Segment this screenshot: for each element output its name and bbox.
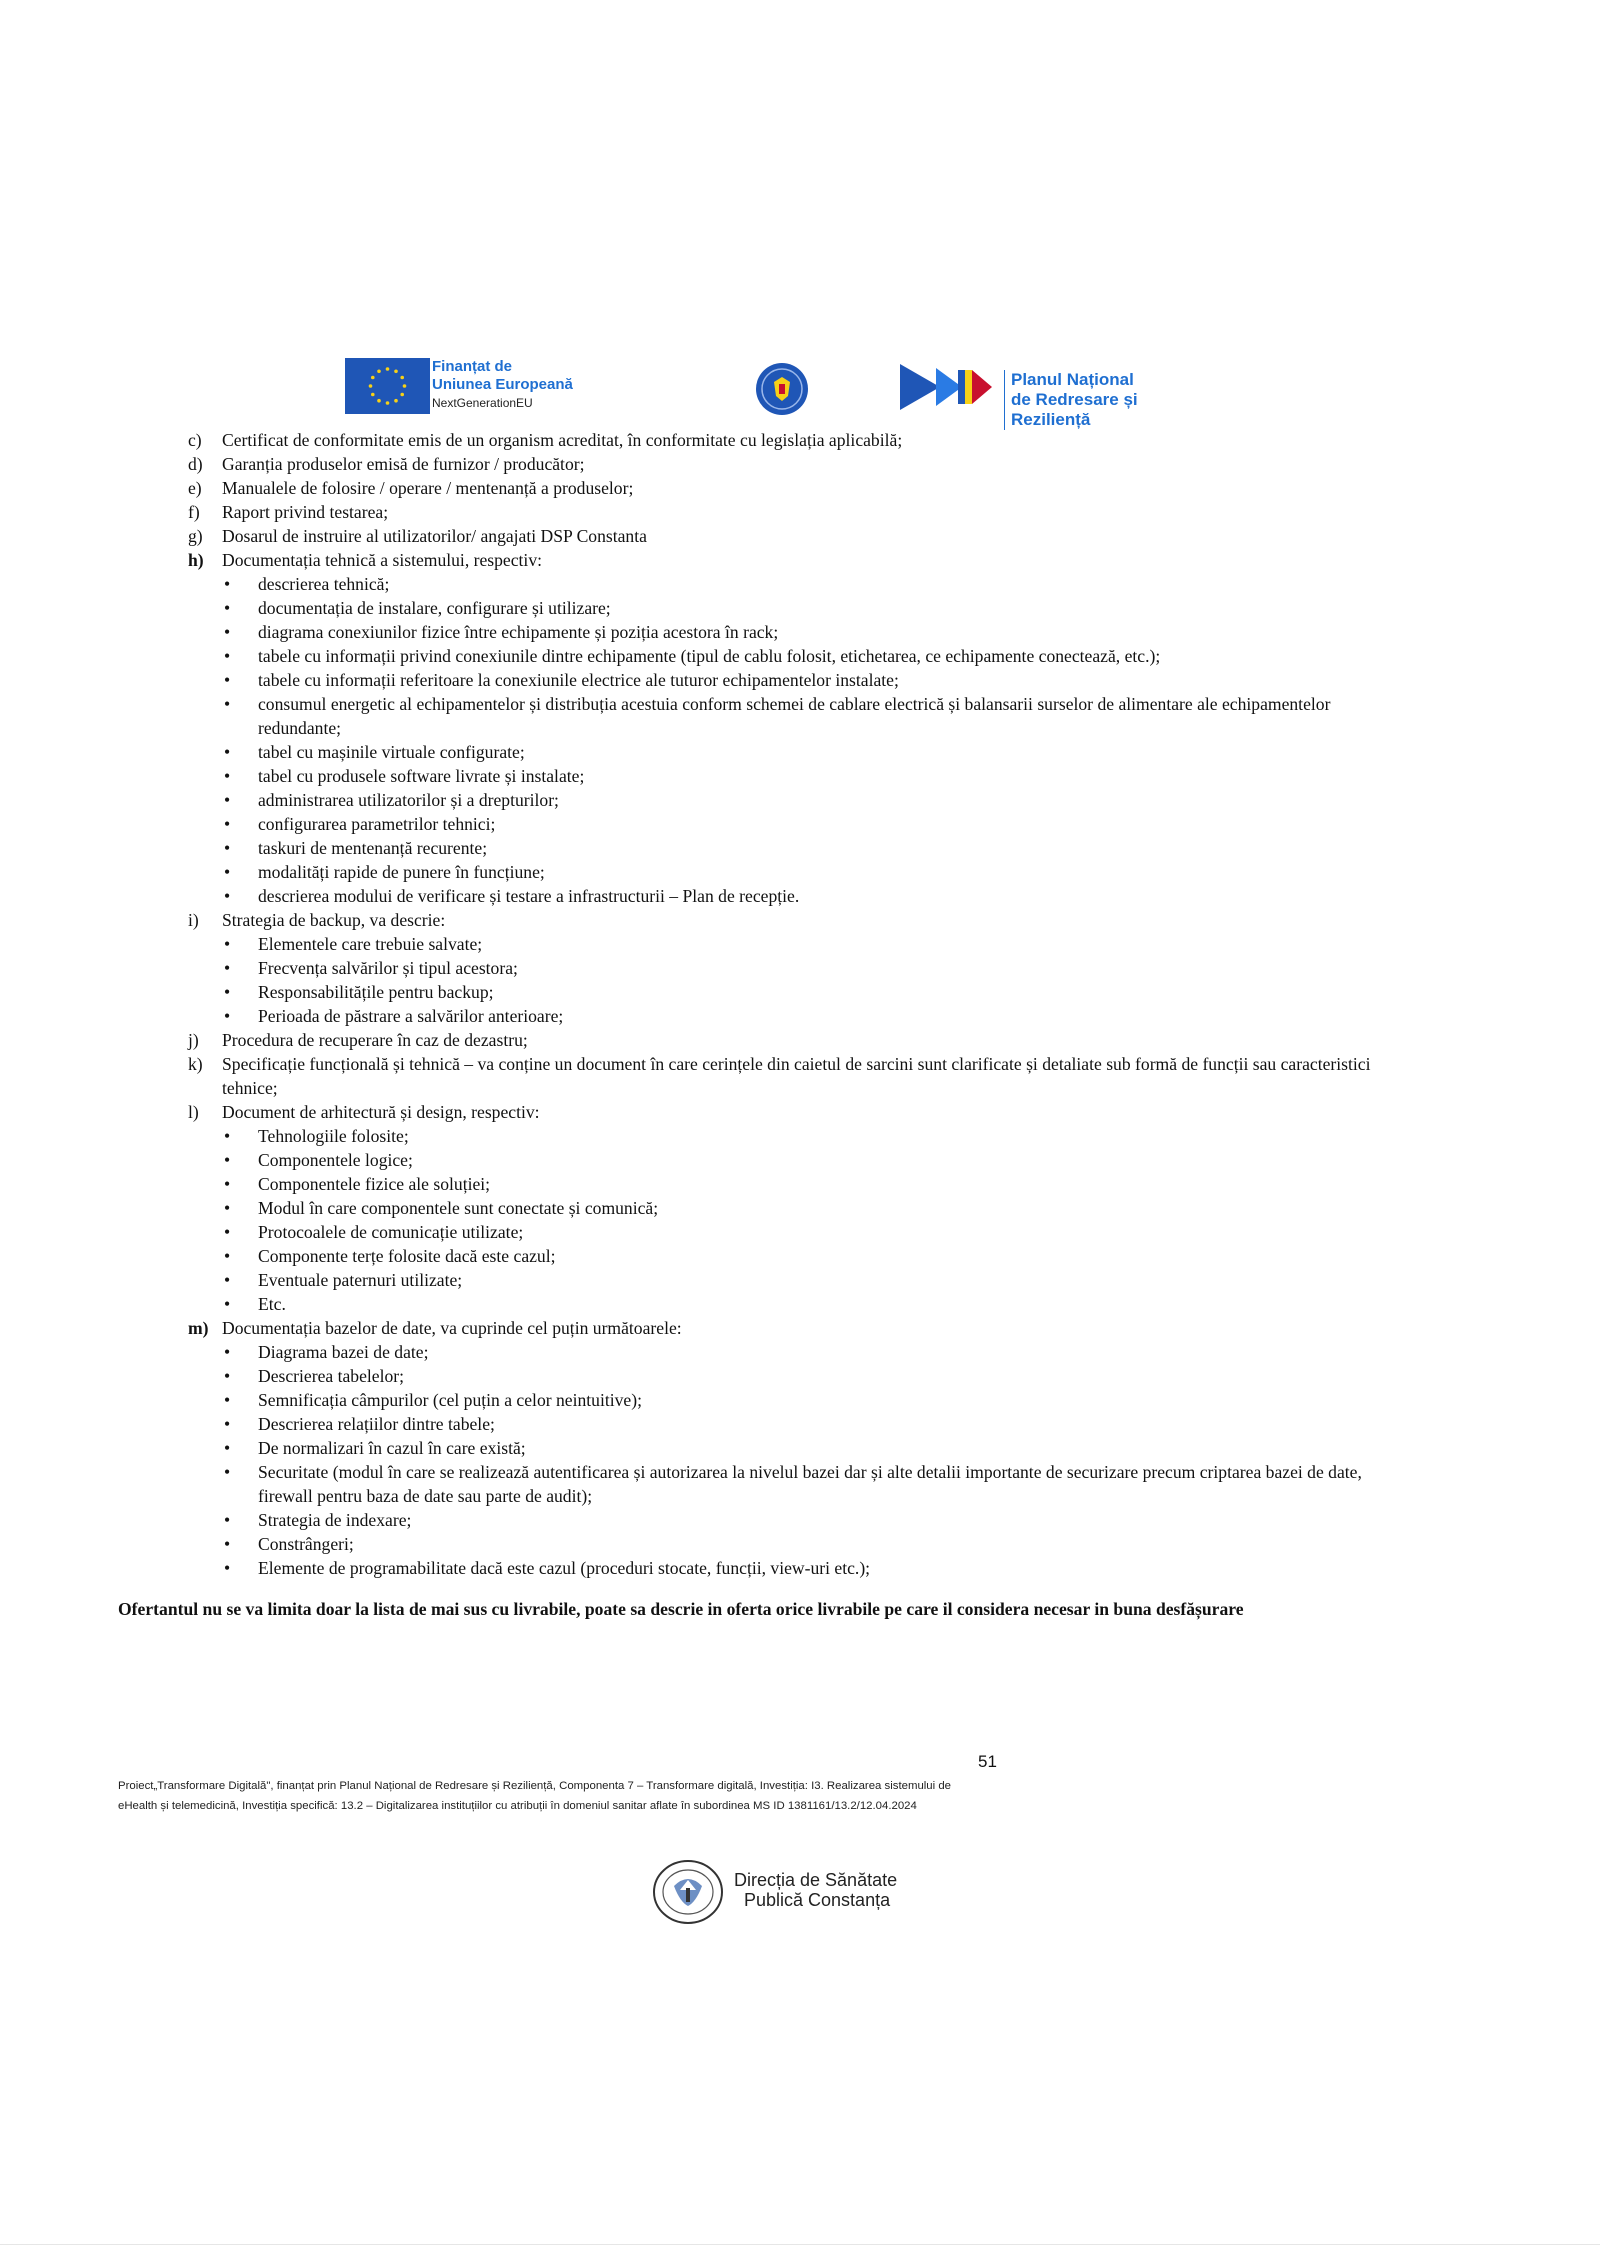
bullet-item — [188, 1532, 1413, 1556]
list-item-text: Manualele de folosire / operare / mentenanță a produselor; — [222, 478, 634, 498]
page-divider — [0, 2244, 1600, 2245]
bullet-text: tabel cu produsele software livrate și instalate; — [258, 766, 585, 786]
list-item — [188, 500, 1413, 524]
bullet-item — [188, 812, 1413, 836]
bullet-item — [188, 620, 1413, 644]
list-item-text: Dosarul de instruire al utilizatorilor/ angajati DSP Constanta — [222, 526, 647, 546]
bullet-text: descrierea modului de verificare și testare a infrastructurii – Plan de recepție. — [258, 886, 800, 906]
dsp-line-2: Publică Constanța — [744, 1890, 891, 1910]
bullet-icon: • — [224, 766, 231, 786]
bullet-icon: • — [224, 1558, 231, 1578]
list-marker: f) — [188, 502, 200, 522]
bullet-text: Componente terțe folosite dacă este cazul; — [258, 1246, 556, 1266]
bullet-icon: • — [224, 742, 231, 762]
eu-star — [371, 393, 375, 397]
dsp-label — [734, 1870, 897, 1910]
bullet-icon: • — [224, 1006, 231, 1026]
eu-star — [377, 399, 381, 403]
bullet-item — [188, 1460, 1413, 1508]
eu-star — [377, 369, 381, 373]
bullet-text: tabele cu informații privind conexiunile dintre echipamente (tipul de cablu folosit, etichetarea, ce echipamente conectează, etc.); — [258, 646, 1161, 666]
bullet-item — [188, 860, 1413, 884]
bullet-text: administrarea utilizatorilor și a drepturilor; — [258, 790, 559, 810]
list-item-text: Strategia de backup, va descrie: — [222, 910, 446, 930]
bullet-item — [188, 1172, 1413, 1196]
bullet-item — [188, 1220, 1413, 1244]
bullet-icon: • — [224, 1414, 231, 1434]
bullet-item — [188, 956, 1413, 980]
footer-note: Proiect„Transformare Digitală", finanțat prin Planul Național de Redresare și Reziliență, Componenta 7 – Transformare digitală, Investiția: I3. Realizarea sistemului de eHealth și telemedicină, Investiția specifică: 13.2 – Digitalizarea instituțiilor cu atribuții în domeniul sanitar aflate în subordinea MS ID 1381161/13.2/12.04.2024 — [118, 1780, 952, 1812]
list-item — [188, 476, 1413, 500]
bullet-item — [188, 884, 1413, 908]
bullet-text: Elementele care trebuie salvate; — [258, 934, 483, 954]
bullet-text: De normalizari în cazul în care există; — [258, 1438, 526, 1458]
page-number: 51 — [978, 1752, 997, 1771]
list-item — [188, 548, 1413, 572]
bullet-icon: • — [224, 1462, 231, 1482]
bullet-text: Componentele fizice ale soluției; — [258, 1174, 491, 1194]
bullet-icon: • — [224, 886, 231, 906]
bullet-text: Descrierea tabelelor; — [258, 1366, 405, 1386]
bullet-text: Descrierea relațiilor dintre tabele; — [258, 1414, 495, 1434]
bullet-item — [188, 1364, 1413, 1388]
list-item-text: Raport privind testarea; — [222, 502, 389, 522]
list-item-text: Procedura de recuperare în caz de dezastru; — [222, 1030, 528, 1050]
bullet-icon: • — [224, 1222, 231, 1242]
deliverables-list — [188, 428, 1413, 1580]
eu-star — [386, 367, 390, 371]
pnrr-label — [1004, 370, 1220, 430]
eu-star — [371, 376, 375, 380]
list-item — [188, 1052, 1413, 1100]
dsp-logo — [650, 1858, 960, 1928]
bullet-item — [188, 788, 1413, 812]
bullet-item — [188, 1004, 1413, 1028]
bullet-icon: • — [224, 1390, 231, 1410]
bullet-item — [188, 1412, 1413, 1436]
pnrr-logo-icon — [900, 360, 1000, 414]
bullet-text: Perioada de păstrare a salvărilor anterioare; — [258, 1006, 564, 1026]
bullet-text: Semnificația câmpurilor (cel puțin a celor neintuitive); — [258, 1390, 642, 1410]
bullet-item — [188, 836, 1413, 860]
bullet-item — [188, 1124, 1413, 1148]
list-marker: d) — [188, 454, 203, 474]
bullet-text: descrierea tehnică; — [258, 574, 390, 594]
bullet-text: tabele cu informații referitoare la conexiunile electrice ale tuturor echipamentelor instalate; — [258, 670, 899, 690]
bullet-item — [188, 1292, 1413, 1316]
bullet-item — [188, 1436, 1413, 1460]
list-item — [188, 524, 1413, 548]
list-item-text: Certificat de conformitate emis de un organism acreditat, în conformitate cu legislația aplicabilă; — [222, 430, 903, 450]
bullet-icon: • — [224, 1342, 231, 1362]
bullet-item — [188, 596, 1413, 620]
bullet-text: Constrângeri; — [258, 1534, 354, 1554]
pnrr-line-1: Planul Național — [1011, 370, 1134, 389]
bullet-icon: • — [224, 838, 231, 858]
final-paragraph: Ofertantul nu se va limita doar la lista de mai sus cu livrabile, poate sa descrie in oferta orice livrabile pe care il considera necesar in buna desfășurare — [118, 1599, 1244, 1619]
eu-star — [400, 376, 404, 380]
list-marker: j) — [188, 1030, 199, 1050]
bullet-icon: • — [224, 934, 231, 954]
list-marker: m) — [188, 1318, 209, 1338]
bullet-text: Protocoalele de comunicație utilizate; — [258, 1222, 524, 1242]
government-seal-icon — [755, 362, 809, 416]
bullet-text: Diagrama bazei de date; — [258, 1342, 429, 1362]
bullet-icon: • — [224, 1438, 231, 1458]
bullet-text: modalități rapide de punere în funcțiune; — [258, 862, 545, 882]
bullet-text: tabel cu mașinile virtuale configurate; — [258, 742, 525, 762]
bullet-icon: • — [224, 1150, 231, 1170]
list-item — [188, 1100, 1413, 1124]
bullet-icon: • — [224, 862, 231, 882]
bullet-icon: • — [224, 574, 231, 594]
list-item — [188, 908, 1413, 932]
eu-star — [386, 401, 390, 405]
bullet-icon: • — [224, 694, 231, 714]
bullet-icon: • — [224, 1270, 231, 1290]
bullet-text: Tehnologiile folosite; — [258, 1126, 409, 1146]
bullet-icon: • — [224, 622, 231, 642]
list-item — [188, 1316, 1413, 1340]
bullet-text: Elemente de programabilitate dacă este cazul (proceduri stocate, funcții, view-uri etc.); — [258, 1558, 871, 1578]
list-item-text: Garanția produselor emisă de furnizor / producător; — [222, 454, 585, 474]
list-marker: e) — [188, 478, 202, 498]
bullet-item — [188, 1556, 1413, 1580]
bullet-icon: • — [224, 1534, 231, 1554]
bullet-text: configurarea parametrilor tehnici; — [258, 814, 496, 834]
list-marker: g) — [188, 526, 203, 546]
pnrr-line-2: de Redresare și Reziliență — [1011, 390, 1138, 429]
bullet-item — [188, 668, 1413, 692]
bullet-icon: • — [224, 814, 231, 834]
bullet-icon: • — [224, 1246, 231, 1266]
dsp-seal-icon — [650, 1858, 726, 1926]
bullet-item — [188, 1148, 1413, 1172]
bullet-item — [188, 692, 1413, 740]
eu-star — [403, 384, 407, 388]
bullet-item — [188, 1196, 1413, 1220]
bullet-icon: • — [224, 958, 231, 978]
bullet-item — [188, 764, 1413, 788]
bullet-icon: • — [224, 1294, 231, 1314]
eu-line-1: Finanțat de — [432, 358, 513, 375]
bullet-icon: • — [224, 1366, 231, 1386]
bullet-icon: • — [224, 1510, 231, 1530]
list-item-text: Specificație funcțională și tehnică – va conține un document în care cerințele din caietul de sarcini sunt clarificate și detaliate sub formă de funcții sau caracteristici tehnice; — [222, 1054, 1371, 1098]
bullet-text: diagrama conexiunilor fizice între echipamente și poziția acestora în rack; — [258, 622, 779, 642]
list-marker: k) — [188, 1054, 203, 1074]
eu-star — [394, 369, 398, 373]
bullet-icon: • — [224, 1198, 231, 1218]
bullet-item — [188, 740, 1413, 764]
eu-line-3: NextGenerationEU — [432, 396, 533, 410]
bullet-text: Etc. — [258, 1294, 286, 1314]
list-item-text: Documentația bazelor de date, va cuprinde cel puțin următoarele: — [222, 1318, 682, 1338]
bullet-icon: • — [224, 1174, 231, 1194]
bullet-text: Responsabilitățile pentru backup; — [258, 982, 494, 1002]
list-item-text: Documentația tehnică a sistemului, respectiv: — [222, 550, 543, 570]
bullet-icon: • — [224, 1126, 231, 1146]
bullet-item — [188, 1340, 1413, 1364]
bullet-icon: • — [224, 598, 231, 618]
bullet-text: Securitate (modul în care se realizează autentificarea și autorizarea la nivelul bazei dar și alte detalii importante de securizare precum criptarea bazei de date, firewall pentru baza de date sau parte de audit); — [258, 1462, 1362, 1506]
eu-star — [394, 399, 398, 403]
bullet-text: Modul în care componentele sunt conectate și comunică; — [258, 1198, 659, 1218]
list-marker: i) — [188, 910, 199, 930]
bullet-item — [188, 1268, 1413, 1292]
bullet-text: Strategia de indexare; — [258, 1510, 412, 1530]
bullet-item — [188, 1508, 1413, 1532]
bullet-text: consumul energetic al echipamentelor și distribuția acestuia conform schemei de cablare electrică și balansarii surselor de alimentare ale echipamentelor redundante; — [258, 694, 1331, 738]
bullet-text: Componentele logice; — [258, 1150, 413, 1170]
document-header — [340, 352, 1220, 429]
eu-flag-icon — [345, 358, 430, 414]
bullet-item — [188, 932, 1413, 956]
bullet-text: taskuri de mentenanță recurente; — [258, 838, 488, 858]
list-marker: c) — [188, 430, 202, 450]
dsp-line-1: Direcția de Sănătate — [734, 1870, 898, 1890]
list-item — [188, 428, 1413, 452]
bullet-text: Eventuale paternuri utilizate; — [258, 1270, 463, 1290]
bullet-item — [188, 644, 1413, 668]
eu-line-2: Uniunea Europeană — [432, 376, 573, 393]
eu-star — [400, 393, 404, 397]
list-item-text: Document de arhitectură și design, respectiv: — [222, 1102, 540, 1122]
bullet-text: documentația de instalare, configurare și utilizare; — [258, 598, 611, 618]
bullet-icon: • — [224, 670, 231, 690]
list-marker: l) — [188, 1102, 199, 1122]
bullet-icon: • — [224, 646, 231, 666]
eu-star — [369, 384, 373, 388]
bullet-item — [188, 572, 1413, 596]
list-marker: h) — [188, 550, 204, 570]
bullet-text: Frecvența salvărilor și tipul acestora; — [258, 958, 518, 978]
bullet-item — [188, 980, 1413, 1004]
bullet-item — [188, 1244, 1413, 1268]
bullet-item — [188, 1388, 1413, 1412]
list-item — [188, 1028, 1413, 1052]
bullet-icon: • — [224, 790, 231, 810]
list-item — [188, 452, 1413, 476]
eu-funding-label — [432, 358, 573, 410]
bullet-icon: • — [224, 982, 231, 1002]
